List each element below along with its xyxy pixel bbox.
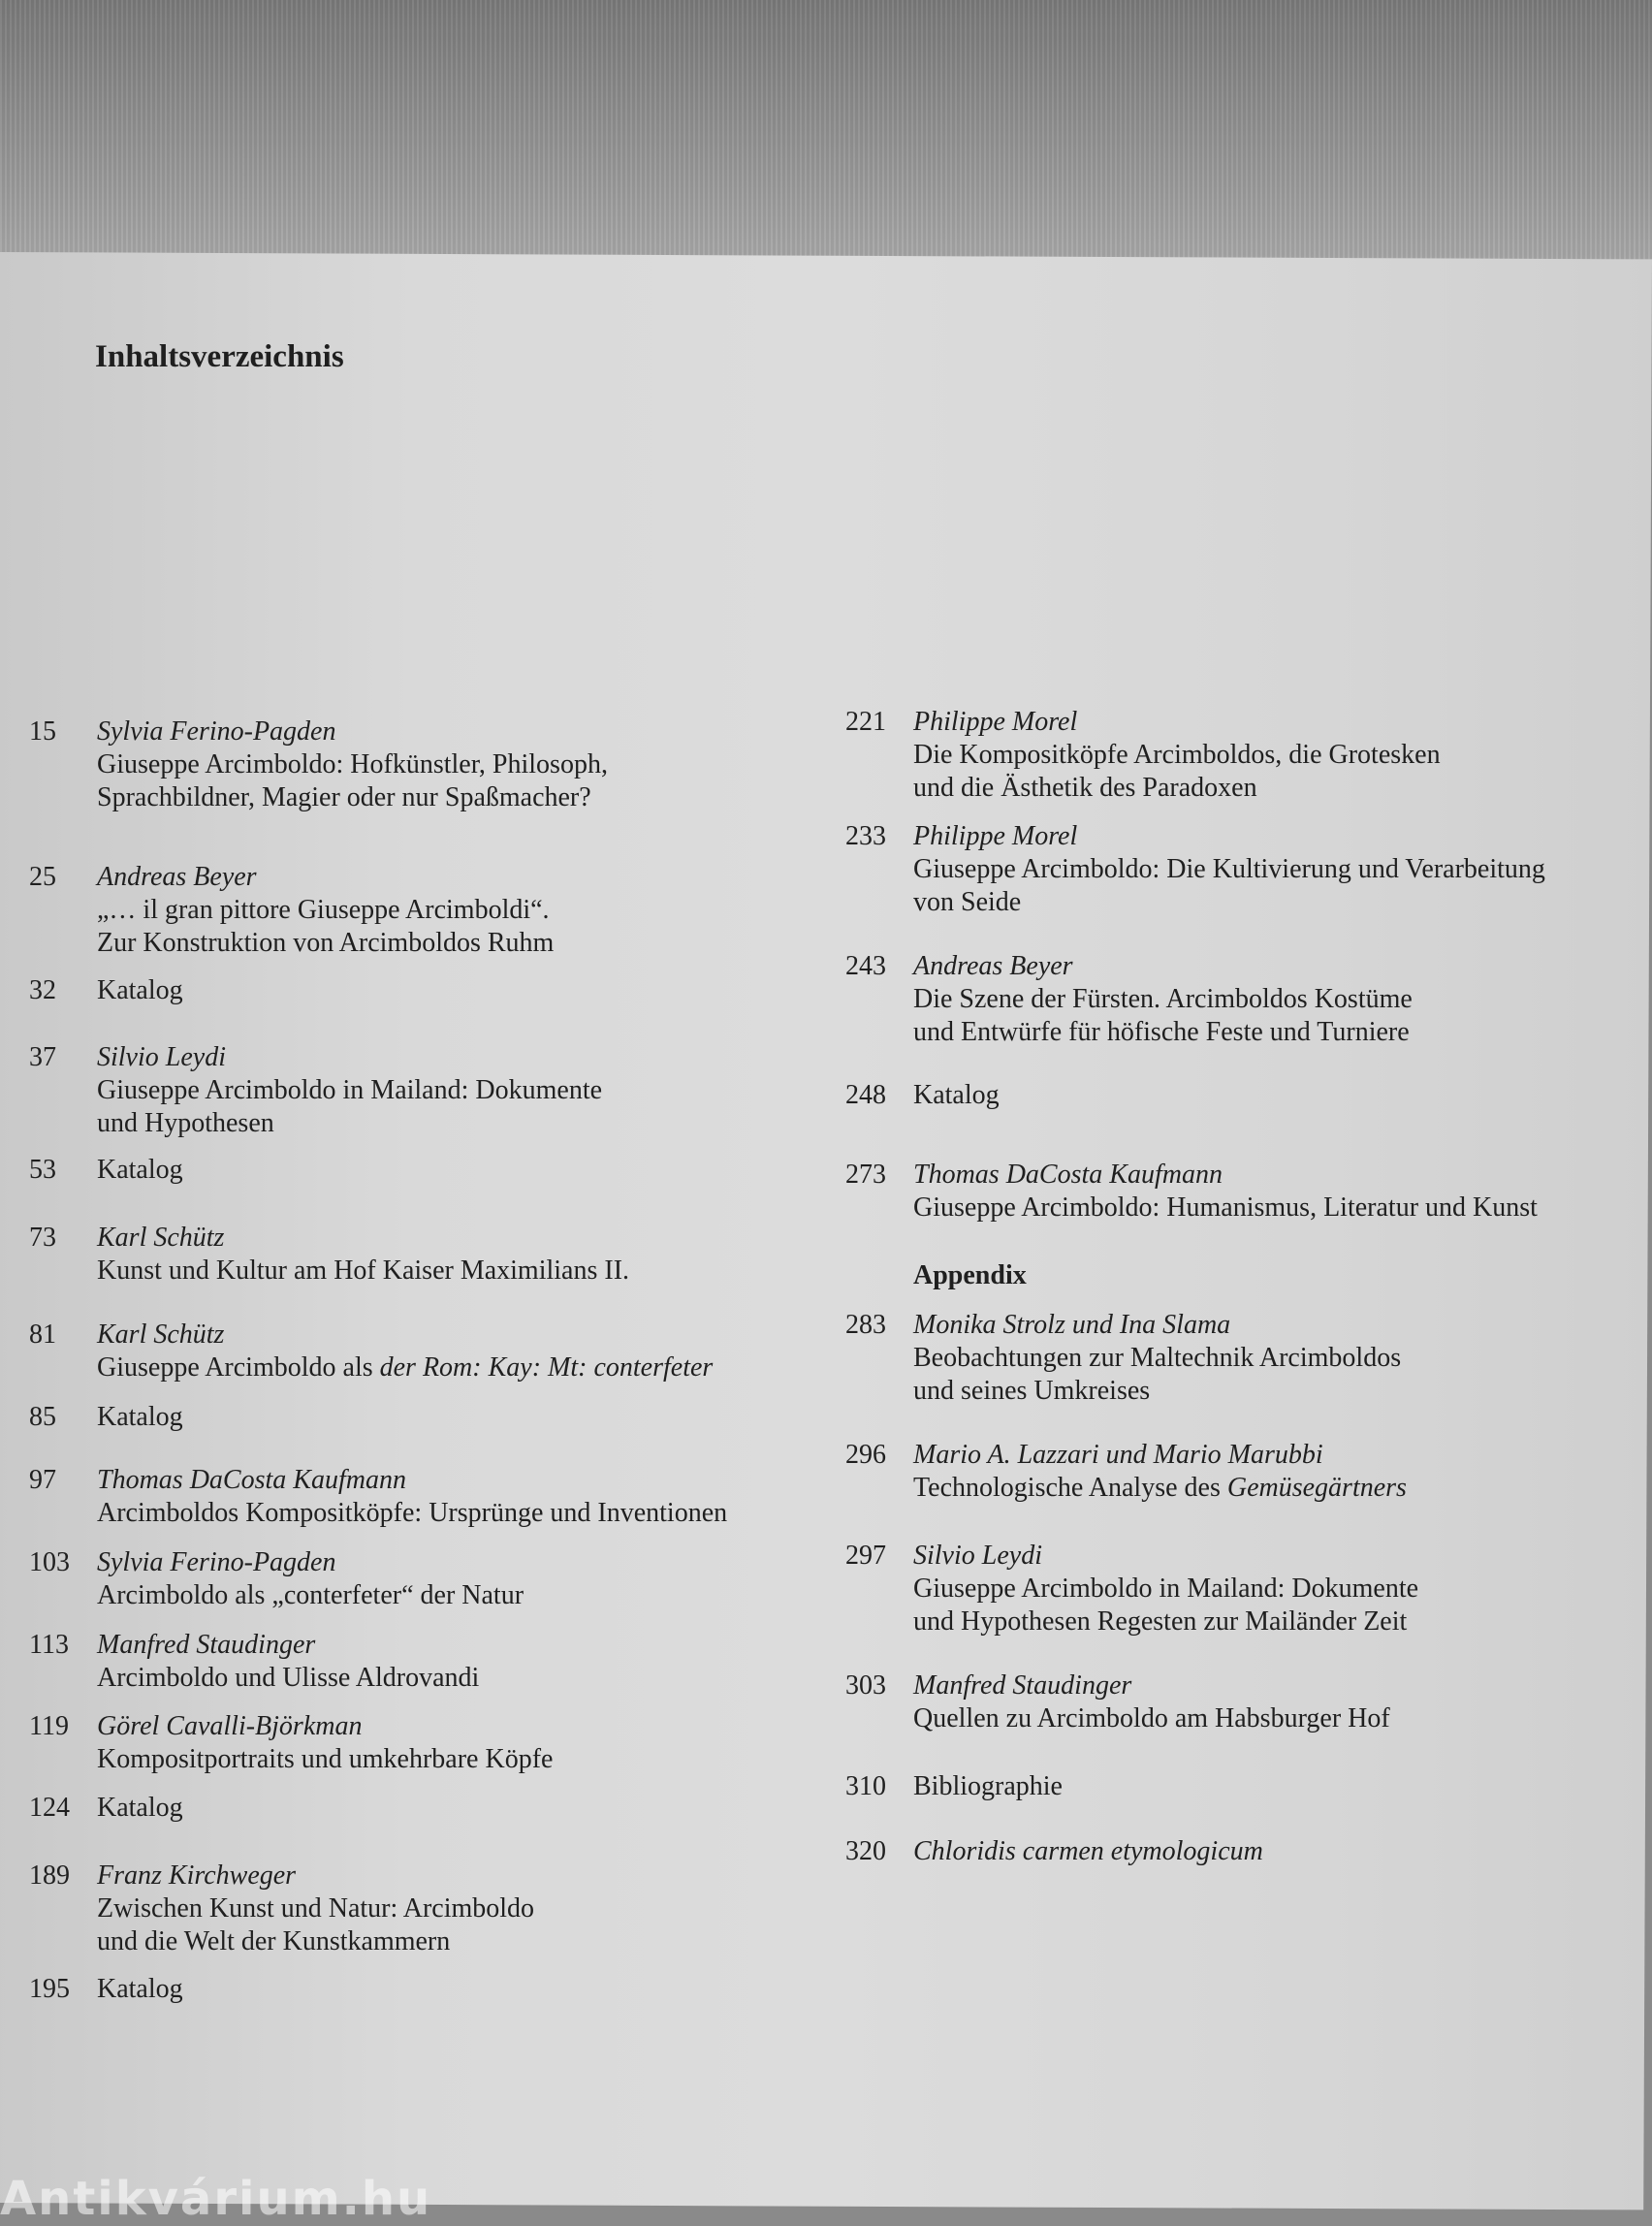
background-surface: [0, 0, 1652, 260]
toc-title-line: Die Kompositköpfe Arcimboldos, die Grotesken: [913, 740, 1441, 770]
toc-title-line: Giuseppe Arcimboldo: Hofkünstler, Philosoph,: [97, 749, 608, 779]
toc-title-line: und Hypothesen Regesten zur Mailänder Zeit: [913, 1606, 1408, 1637]
toc-page-number: 221: [845, 707, 886, 737]
toc-author: Manfred Staudinger: [97, 1630, 316, 1660]
toc-author: Karl Schütz: [97, 1223, 225, 1253]
toc-author: Thomas DaCosta Kaufmann: [913, 1160, 1223, 1190]
toc-author: Karl Schütz: [97, 1320, 225, 1350]
toc-page-number: 32: [29, 975, 56, 1005]
toc-author: Sylvia Ferino-Pagden: [97, 716, 336, 747]
toc-title-line: und die Welt der Kunstkammern: [97, 1926, 451, 1956]
toc-title-line: „… il gran pittore Giuseppe Arcimboldi“.: [97, 895, 550, 925]
toc-title-line: Katalog: [97, 1793, 183, 1823]
toc-page-number: 85: [29, 1402, 56, 1432]
toc-author: Franz Kirchweger: [97, 1860, 297, 1891]
toc-title-line: Beobachtungen zur Maltechnik Arcimboldos: [913, 1343, 1402, 1373]
toc-title-line: Giuseppe Arcimboldo in Mailand: Dokumente: [913, 1574, 1419, 1604]
toc-page-number: 119: [29, 1711, 69, 1741]
toc-title-line: Katalog: [913, 1080, 1000, 1110]
toc-page-number: 283: [845, 1310, 886, 1340]
toc-page-number: 25: [29, 862, 56, 892]
toc-title-line: Arcimboldo und Ulisse Aldrovandi: [97, 1663, 480, 1693]
toc-title-line: Katalog: [97, 1155, 183, 1185]
toc-title-line: Zwischen Kunst und Natur: Arcimboldo: [97, 1893, 535, 1924]
toc-title-line: Sprachbildner, Magier oder nur Spaßmacher?: [97, 782, 591, 812]
toc-title-line: Giuseppe Arcimboldo als der Rom: Kay: Mt: conterfeter: [97, 1352, 714, 1383]
page-title: Inhaltsverzeichnis: [95, 339, 344, 374]
appendix-heading: Appendix: [913, 1260, 1027, 1290]
toc-page-number: 273: [845, 1160, 886, 1190]
toc-title-line: Arcimboldos Kompositköpfe: Ursprünge und Inventionen: [97, 1498, 728, 1528]
toc-page-number: 243: [845, 951, 886, 981]
toc-page-number: 233: [845, 821, 886, 851]
toc-title-line: Giuseppe Arcimboldo in Mailand: Dokumente: [97, 1075, 603, 1105]
toc-author: Mario A. Lazzari und Mario Marubbi: [913, 1440, 1323, 1470]
toc-title-line: Die Szene der Fürsten. Arcimboldos Kostüme: [913, 984, 1413, 1014]
toc-page-number: 97: [29, 1465, 56, 1495]
toc-page-number: 297: [845, 1541, 886, 1571]
toc-title-line: Kunst und Kultur am Hof Kaiser Maximilians II.: [97, 1256, 630, 1286]
toc-author: Andreas Beyer: [913, 951, 1073, 981]
toc-italic-title: Gemüsegärtners: [1226, 1473, 1407, 1503]
toc-author: Thomas DaCosta Kaufmann: [97, 1465, 406, 1495]
toc-title-line: Katalog: [97, 975, 183, 1005]
toc-title-line: Giuseppe Arcimboldo: Humanismus, Literatur und Kunst: [913, 1192, 1538, 1223]
toc-page-number: 81: [29, 1320, 56, 1350]
toc-author: Monika Strolz und Ina Slama: [913, 1310, 1231, 1340]
toc-page-number: 113: [29, 1630, 69, 1660]
toc-title-line: Kompositportraits und umkehrbare Köpfe: [97, 1744, 554, 1774]
toc-page-number: 248: [845, 1080, 886, 1110]
toc-title-line: Quellen zu Arcimboldo am Habsburger Hof: [913, 1703, 1390, 1733]
toc-author: Philippe Morel: [913, 707, 1078, 737]
toc-author: Silvio Leydi: [97, 1042, 226, 1072]
toc-title-line: und Hypothesen: [97, 1108, 274, 1138]
toc-title-line: Katalog: [97, 1402, 183, 1432]
toc-page-number: 189: [29, 1860, 70, 1891]
toc-author: Andreas Beyer: [97, 862, 257, 892]
toc-title-line: Arcimboldo als „conterfeter“ der Natur: [97, 1580, 524, 1610]
toc-page-number: 310: [845, 1771, 886, 1801]
toc-title-line: von Seide: [913, 887, 1022, 917]
toc-title-line: Zur Konstruktion von Arcimboldos Ruhm: [97, 928, 555, 958]
toc-author: Manfred Staudinger: [913, 1670, 1132, 1701]
toc-title-line: Katalog: [97, 1974, 183, 2004]
toc-page-number: 124: [29, 1793, 70, 1823]
toc-page-number: 37: [29, 1042, 56, 1072]
toc-author: Sylvia Ferino-Pagden: [97, 1547, 336, 1577]
toc-italic-title: der Rom: Kay: Mt: conterfeter: [379, 1352, 714, 1383]
toc-page-number: 103: [29, 1547, 70, 1577]
toc-page-number: 320: [845, 1836, 886, 1866]
toc-title-line: Giuseppe Arcimboldo: Die Kultivierung und Verarbeitung: [913, 854, 1545, 884]
toc-author: Philippe Morel: [913, 821, 1078, 851]
toc-title-line: und Entwürfe für höfische Feste und Turniere: [913, 1017, 1410, 1047]
toc-italic-title: Chloridis carmen etymologicum: [913, 1836, 1263, 1866]
toc-author: Görel Cavalli-Björkman: [97, 1711, 363, 1741]
toc-page-number: 15: [29, 716, 56, 747]
toc-title-line: und seines Umkreises: [913, 1376, 1151, 1406]
toc-page-number: 195: [29, 1974, 70, 2004]
toc-author: Silvio Leydi: [913, 1541, 1042, 1571]
toc-page-number: 53: [29, 1155, 56, 1185]
toc-title-line: Technologische Analyse des Gemüsegärtners: [913, 1473, 1407, 1503]
toc-title-line: Bibliographie: [913, 1771, 1063, 1801]
toc-title-line: und die Ästhetik des Paradoxen: [913, 773, 1257, 803]
toc-page-number: 296: [845, 1440, 886, 1470]
toc-page-number: 303: [845, 1670, 886, 1701]
watermark: Antikvárium.hu: [0, 2172, 432, 2226]
toc-page-number: 73: [29, 1223, 56, 1253]
